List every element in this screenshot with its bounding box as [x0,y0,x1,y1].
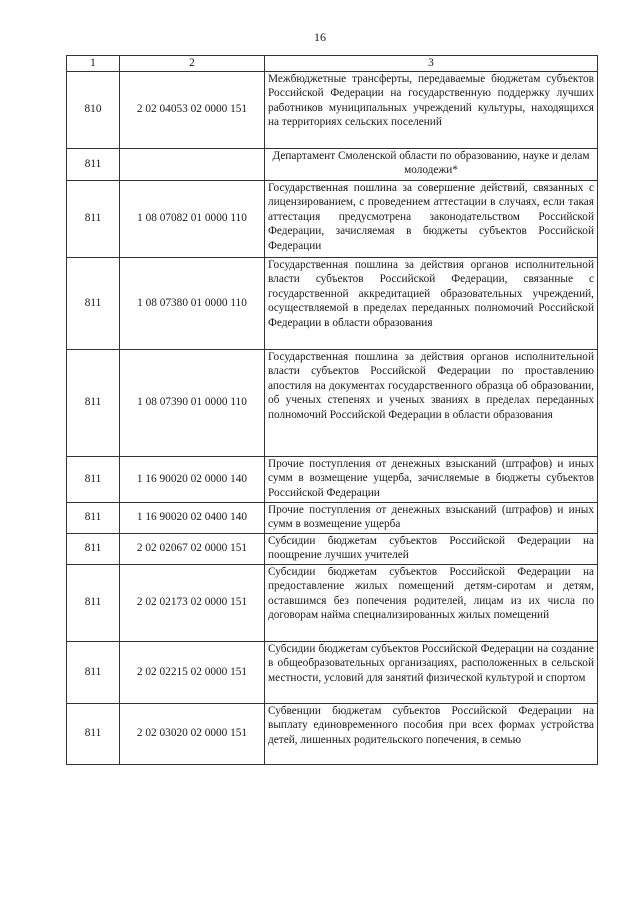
kbk-code-cell: 1 08 07082 01 0000 110 [120,180,265,257]
admin-code-cell: 811 [67,180,120,257]
budget-classification-table [66,55,598,765]
admin-code-cell: 811 [67,564,120,641]
admin-code-cell: 811 [67,641,120,703]
table-row [67,71,598,148]
department-name-cell: Департамент Смоленской области по образованию, науке и делам молодежи* [265,148,598,180]
description-cell: Прочие поступления от денежных взысканий (штрафов) и иных сумм в возмещение ущерба, зачисляемые в бюджеты субъектов Российской Федерации [265,456,598,502]
page-number: 16 [314,30,326,44]
kbk-code-cell [120,148,265,180]
admin-code-cell: 811 [67,502,120,533]
kbk-code-cell: 1 08 07380 01 0000 110 [120,257,265,349]
kbk-code-cell: 1 16 90020 02 0000 140 [120,456,265,502]
kbk-code-cell: 2 02 03020 02 0000 151 [120,703,265,764]
table-row [67,456,598,502]
kbk-code-cell: 2 02 02173 02 0000 151 [120,564,265,641]
table-header-row [67,56,598,72]
admin-code-cell: 811 [67,349,120,456]
description-cell: Государственная пошлина за действия органов исполнительной власти субъектов Российской Федерации по проставлению апостиля на документах государственного образца об образовании, об ученых степенях и ученых званиях в пределах переданных полномочий Российской Федерации в области образования [265,349,598,456]
table-row [67,349,598,456]
table-row [67,533,598,564]
description-cell: Субсидии бюджетам субъектов Российской Федерации на создание в общеобразовательных организациях, расположенных в сельской местности, условий для занятий физической культурой и спортом [265,641,598,703]
table-row [67,564,598,641]
column-header-3: 3 [265,56,598,72]
kbk-code-cell: 1 08 07390 01 0000 110 [120,349,265,456]
admin-code-cell: 811 [67,703,120,764]
column-header-2: 2 [120,56,265,72]
kbk-code-cell: 1 16 90020 02 0400 140 [120,502,265,533]
table-row [67,180,598,257]
admin-code-cell: 811 [67,456,120,502]
description-cell: Государственная пошлина за действия органов исполнительной власти субъектов Российской Федерации, связанные с государственной аккредитацией образовательных учреждений, осуществляемой в пределах переданных полномочий Российской Федерации в области образования [265,257,598,349]
table-row [67,257,598,349]
description-cell: Субсидии бюджетам субъектов Российской Федерации на поощрение лучших учителей [265,533,598,564]
kbk-code-cell: 2 02 02215 02 0000 151 [120,641,265,703]
department-row [67,148,598,180]
description-cell: Межбюджетные трансферты, передаваемые бюджетам субъектов Российской Федерации на государственную поддержку лучших работников муниципальных учреждений культуры, находящихся на территориях сельских поселений [265,71,598,148]
description-cell: Прочие поступления от денежных взысканий (штрафов) и иных сумм в возмещение ущерба [265,502,598,533]
description-cell: Государственная пошлина за совершение действий, связанных с лицензированием, с проведением аттестации в случаях, если такая аттестация предусмотрена законодательством Российской Федерации, зачисляемая в бюджеты субъектов Российской Федерации [265,180,598,257]
admin-code-cell: 811 [67,257,120,349]
kbk-code-cell: 2 02 04053 02 0000 151 [120,71,265,148]
description-cell: Субвенции бюджетам субъектов Российской Федерации на выплату единовременного пособия при всех формах устройства детей, лишенных родительского попечения, в семью [265,703,598,764]
kbk-code-cell: 2 02 02067 02 0000 151 [120,533,265,564]
admin-code-cell: 811 [67,533,120,564]
admin-code-cell: 811 [67,148,120,180]
admin-code-cell: 810 [67,71,120,148]
table-row [67,641,598,703]
table-row [67,502,598,533]
table-row [67,703,598,764]
column-header-1: 1 [67,56,120,72]
description-cell: Субсидии бюджетам субъектов Российской Федерации на предоставление жилых помещений детям-сиротам и детям, оставшимся без попечения родителей, лицам из их числа по договорам найма специализированных жилых помещений [265,564,598,641]
